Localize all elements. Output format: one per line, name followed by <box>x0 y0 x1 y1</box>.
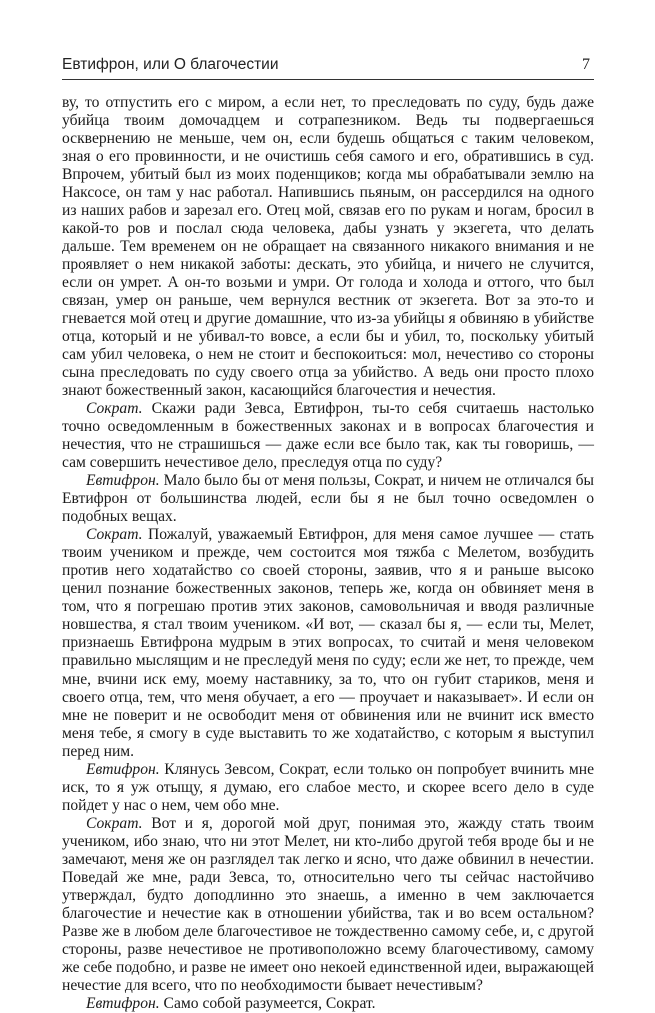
dialogue-paragraph <box>62 815 594 995</box>
paragraph-text: Мало было бы от меня пользы, Сократ, и ничем не отличался бы Евтифрон от большинства людей, если бы я не был точно осведомлен о подобных вещах. <box>62 472 594 526</box>
speaker-name: Сократ. <box>86 400 143 418</box>
dialogue-paragraph <box>62 400 594 472</box>
speaker-name: Евтифрон. <box>86 760 160 778</box>
paragraph-text: Клянусь Зевсом, Сократ, если только он попробует вчинить мне иск, то я уж отыщу, я думаю, его слабое место, и скорее всего дело в суде пойдет у нас о нем, чем обо мне. <box>62 760 594 814</box>
paragraph-text: Само собой разумеется, Сократ. <box>159 994 376 1012</box>
page-number: 7 <box>582 56 590 73</box>
dialogue-paragraph <box>62 761 594 815</box>
paragraph-text: Пожалуй, уважаемый Евтифрон, для меня самое лучшее — стать твоим учеником и прежде, чем состоится моя тяжба с Мелетом, возбудить против него ходатайство со своей стороны, заявив, что я и раньше высоко ценил познание божественных законов, теперь же, когда он обвиняет меня в том, что я погрешаю против этих законов, самовольничая и вводя различные новшества, я стал твоим учеником. «И вот, — сказал бы я, — если ты, Мелет, признаешь Евтифрона мудрым в этих вопросах, то считай и меня человеком правильно мыслящим и не преследуй меня по суду; если же нет, то прежде, чем мне, вчини иск ему, моему наставнику, за то, что он губит стариков, меня и своего отца, тем, что меня обучает, а его — проучает и наказывает». И если он мне не поверит и не освободит меня от обвинения или не вчинит иск вместо меня тебе, я смогу в суде выставить то же ходатайство, с которым я выступил перед ним. <box>62 526 594 760</box>
running-title: Евтифрон, или О благочестии <box>62 56 279 73</box>
paragraph <box>62 94 594 400</box>
speaker-name: Сократ. <box>86 814 143 832</box>
running-head <box>62 55 594 80</box>
speaker-name: Сократ. <box>86 526 143 544</box>
paragraph-text: ву, то отпустить его с миром, а если нет, то преследовать по суду, будь даже убийца твоим домочадцем и сотрапезником. Ведь ты подвергаешься осквернению не меньше, чем он, если будешь общаться с таким человеком, зная о его провинности, и не очистишь себя самого и его, обратившись в суд. Впрочем, убитый был из моих поденщиков; когда мы обрабатывали землю на Наксосе, он там у нас работал. Напившись пьяным, он рассердился на одного из наших рабов и зарезал его. Отец мой, связав его по рукам и ногам, бросил в какой-то ров и послал сюда человека, дабы узнать у экзегета, что делать дальше. Тем временем он не обращает на связанного никакого внимания и не проявляет о нем никакой заботы: дескать, это убийца, и ничего не случится, если он умрет. А он-то возьми и умри. От голода и холода и оттого, что был связан, умер он раньше, чем вернулся вестник от экзегета. Вот за это-то и гневается мой отец и другие домашние, что из-за убийцы я обвиняю в убийстве отца, который и не убивал-то вовсе, а если бы и убил, то, поскольку убитый сам убил человека, о нем не стоит и беспокоиться: мол, нечестиво со стороны сына преследовать по суду своего отца за убийство. А ведь они просто плохо знают божественный закон, касающийся благочестия и нечестия. <box>62 94 594 400</box>
speaker-name: Евтифрон. <box>86 994 160 1012</box>
dialogue-paragraph <box>62 472 594 526</box>
dialogue-paragraph <box>62 995 594 1013</box>
paragraph-text: Скажи ради Зевса, Евтифрон, ты-то себя считаешь настолько точно осведомленным в божественных законах и в вопросах благочестия и нечестия, что не страшишься — даже если все было так, как ты говоришь, — сам совершить нечестивое дело, преследуя отца по суду? <box>62 400 594 472</box>
body-text <box>62 94 594 1013</box>
speaker-name: Евтифрон. <box>86 472 160 490</box>
dialogue-paragraph <box>62 526 594 760</box>
paragraph-text: Вот и я, дорогой мой друг, понимая это, жажду стать твоим учеником, ибо знаю, что ни этот Мелет, ни кто-либо другой тебя вроде бы и не замечают, меня же он разглядел так легко и ясно, что даже обвинил в нечестии. Поведай же мне, ради Зевса, то, относительно чего ты сейчас настойчиво утверждал, будто доподлинно это знаешь, а именно в чем заключается благочестие и нечестие как в отношении убийства, так и во всем остальном? Разве же в любом деле благочестивое не тождественно самому себе, и, с другой стороны, разве нечестивое не противоположно всему благочестивому, самому же себе подобно, и разве не имеет оно некоей единственной идеи, выражающей нечестие для всего, что по необходимости бывает нечестивым? <box>62 814 594 994</box>
